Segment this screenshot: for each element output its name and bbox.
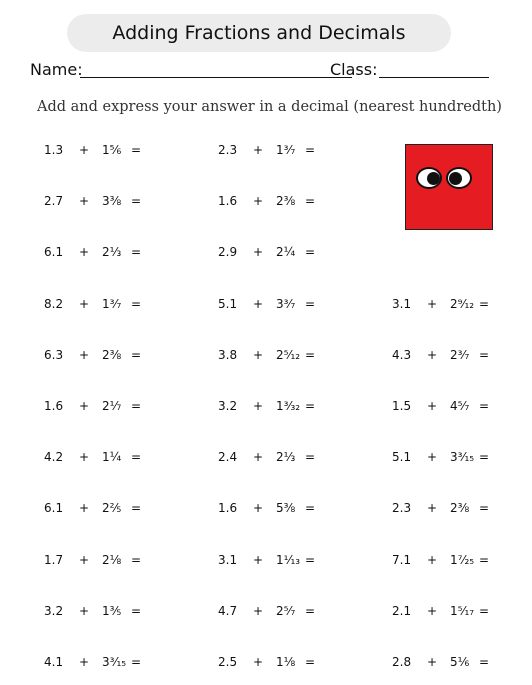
problem-decimal: 2.5	[218, 655, 238, 669]
problem-fraction: 3³⁄₇	[276, 297, 296, 311]
equals-sign: =	[479, 450, 490, 464]
problem-fraction: 2⁹⁄₁₂	[450, 297, 475, 311]
plus-sign: +	[79, 348, 90, 362]
equals-sign: =	[479, 297, 490, 311]
plus-sign: +	[427, 297, 438, 311]
problem-fraction: 2⅐	[102, 399, 122, 413]
equals-sign: =	[479, 553, 490, 567]
problem-decimal: 4.7	[218, 604, 238, 618]
plus-sign: +	[253, 194, 264, 208]
red-square-mascot-icon	[405, 144, 493, 230]
problem-decimal: 6.1	[44, 501, 64, 515]
problem-fraction: 2⅜	[450, 501, 470, 515]
equals-sign: =	[305, 553, 316, 567]
right-eye-icon	[446, 167, 472, 189]
problem-fraction: 1⁵⁄₁₇	[450, 604, 475, 618]
problem-fraction: 3⅜	[102, 194, 122, 208]
equals-sign: =	[305, 399, 316, 413]
problem-decimal: 1.5	[392, 399, 412, 413]
problem-fraction: 5⅙	[450, 655, 470, 669]
equals-sign: =	[131, 450, 142, 464]
plus-sign: +	[79, 399, 90, 413]
problem-decimal: 1.6	[218, 194, 238, 208]
problem-fraction: 2¼	[276, 245, 296, 259]
equals-sign: =	[131, 399, 142, 413]
problem-fraction: 5⅜	[276, 501, 296, 515]
equals-sign: =	[131, 245, 142, 259]
problem-decimal: 1.3	[44, 143, 64, 157]
equals-sign: =	[305, 348, 316, 362]
problem-fraction: 1⅛	[276, 655, 296, 669]
name-blank-line	[80, 77, 352, 78]
problem-fraction: 2⁵⁄₁₂	[276, 348, 301, 362]
problem-decimal: 2.4	[218, 450, 238, 464]
equals-sign: =	[479, 399, 490, 413]
plus-sign: +	[253, 655, 264, 669]
problem-decimal: 2.1	[392, 604, 412, 618]
problem-fraction: 2⅓	[102, 245, 122, 259]
plus-sign: +	[79, 297, 90, 311]
plus-sign: +	[427, 348, 438, 362]
problem-fraction: 2⅛	[102, 553, 122, 567]
problem-decimal: 8.2	[44, 297, 64, 311]
plus-sign: +	[253, 450, 264, 464]
name-label: Name:	[30, 60, 83, 79]
plus-sign: +	[427, 399, 438, 413]
problem-decimal: 5.1	[218, 297, 238, 311]
plus-sign: +	[79, 604, 90, 618]
problem-decimal: 2.7	[44, 194, 64, 208]
problem-fraction: 1⁷⁄₂₅	[450, 553, 475, 567]
problem-decimal: 2.3	[392, 501, 412, 515]
equals-sign: =	[305, 501, 316, 515]
plus-sign: +	[253, 245, 264, 259]
problem-decimal: 1.6	[218, 501, 238, 515]
equals-sign: =	[131, 194, 142, 208]
plus-sign: +	[79, 450, 90, 464]
equals-sign: =	[305, 450, 316, 464]
problem-decimal: 3.1	[392, 297, 412, 311]
problem-decimal: 2.3	[218, 143, 238, 157]
problem-fraction: 4⁵⁄₇	[450, 399, 470, 413]
left-eye-icon	[416, 167, 442, 189]
problem-decimal: 3.2	[218, 399, 238, 413]
equals-sign: =	[131, 348, 142, 362]
problem-fraction: 1⅚	[102, 143, 122, 157]
plus-sign: +	[79, 553, 90, 567]
class-label: Class:	[330, 60, 378, 79]
problem-decimal: 3.1	[218, 553, 238, 567]
problem-fraction: 2⅜	[102, 348, 122, 362]
problem-decimal: 3.2	[44, 604, 64, 618]
equals-sign: =	[131, 655, 142, 669]
problem-decimal: 7.1	[392, 553, 412, 567]
instructions: Add and express your answer in a decimal (nearest hundredth)	[37, 99, 502, 115]
equals-sign: =	[305, 604, 316, 618]
problem-decimal: 1.6	[44, 399, 64, 413]
problem-fraction: 1³⁄₃₂	[276, 399, 301, 413]
plus-sign: +	[79, 245, 90, 259]
equals-sign: =	[131, 553, 142, 567]
plus-sign: +	[427, 450, 438, 464]
plus-sign: +	[427, 655, 438, 669]
plus-sign: +	[427, 501, 438, 515]
worksheet-title	[67, 14, 451, 52]
problem-decimal: 4.2	[44, 450, 64, 464]
plus-sign: +	[427, 604, 438, 618]
problem-fraction: 2⁵⁄₇	[276, 604, 296, 618]
equals-sign: =	[479, 604, 490, 618]
plus-sign: +	[253, 604, 264, 618]
plus-sign: +	[79, 143, 90, 157]
equals-sign: =	[305, 297, 316, 311]
problem-decimal: 4.3	[392, 348, 412, 362]
equals-sign: =	[305, 655, 316, 669]
equals-sign: =	[131, 297, 142, 311]
plus-sign: +	[253, 143, 264, 157]
equals-sign: =	[131, 501, 142, 515]
problem-decimal: 5.1	[392, 450, 412, 464]
problem-decimal: 2.9	[218, 245, 238, 259]
problem-decimal: 3.8	[218, 348, 238, 362]
class-blank-line	[379, 77, 489, 78]
problem-fraction: 2⅜	[276, 194, 296, 208]
equals-sign: =	[305, 245, 316, 259]
problem-fraction: 1¼	[102, 450, 122, 464]
equals-sign: =	[479, 501, 490, 515]
equals-sign: =	[131, 604, 142, 618]
name-class-row	[30, 60, 500, 84]
problem-fraction: 2⅓	[276, 450, 296, 464]
plus-sign: +	[253, 297, 264, 311]
worksheet-title-text: Adding Fractions and Decimals	[112, 22, 406, 44]
plus-sign: +	[79, 194, 90, 208]
plus-sign: +	[253, 348, 264, 362]
problem-fraction: 1⅗	[102, 604, 122, 618]
plus-sign: +	[253, 501, 264, 515]
problem-decimal: 4.1	[44, 655, 64, 669]
plus-sign: +	[79, 501, 90, 515]
problem-decimal: 2.8	[392, 655, 412, 669]
equals-sign: =	[131, 143, 142, 157]
problem-fraction: 3³⁄₁₅	[102, 655, 127, 669]
plus-sign: +	[253, 399, 264, 413]
problem-decimal: 6.1	[44, 245, 64, 259]
problem-decimal: 6.3	[44, 348, 64, 362]
equals-sign: =	[479, 655, 490, 669]
problem-decimal: 1.7	[44, 553, 64, 567]
problem-fraction: 2³⁄₇	[450, 348, 470, 362]
plus-sign: +	[253, 553, 264, 567]
equals-sign: =	[479, 348, 490, 362]
problem-fraction: 1³⁄₇	[102, 297, 122, 311]
plus-sign: +	[79, 655, 90, 669]
problem-fraction: 2⅖	[102, 501, 122, 515]
plus-sign: +	[427, 553, 438, 567]
problem-fraction: 3³⁄₁₅	[450, 450, 475, 464]
problem-fraction: 1³⁄₇	[276, 143, 296, 157]
equals-sign: =	[305, 143, 316, 157]
problem-fraction: 1¹⁄₁₃	[276, 553, 301, 567]
equals-sign: =	[305, 194, 316, 208]
